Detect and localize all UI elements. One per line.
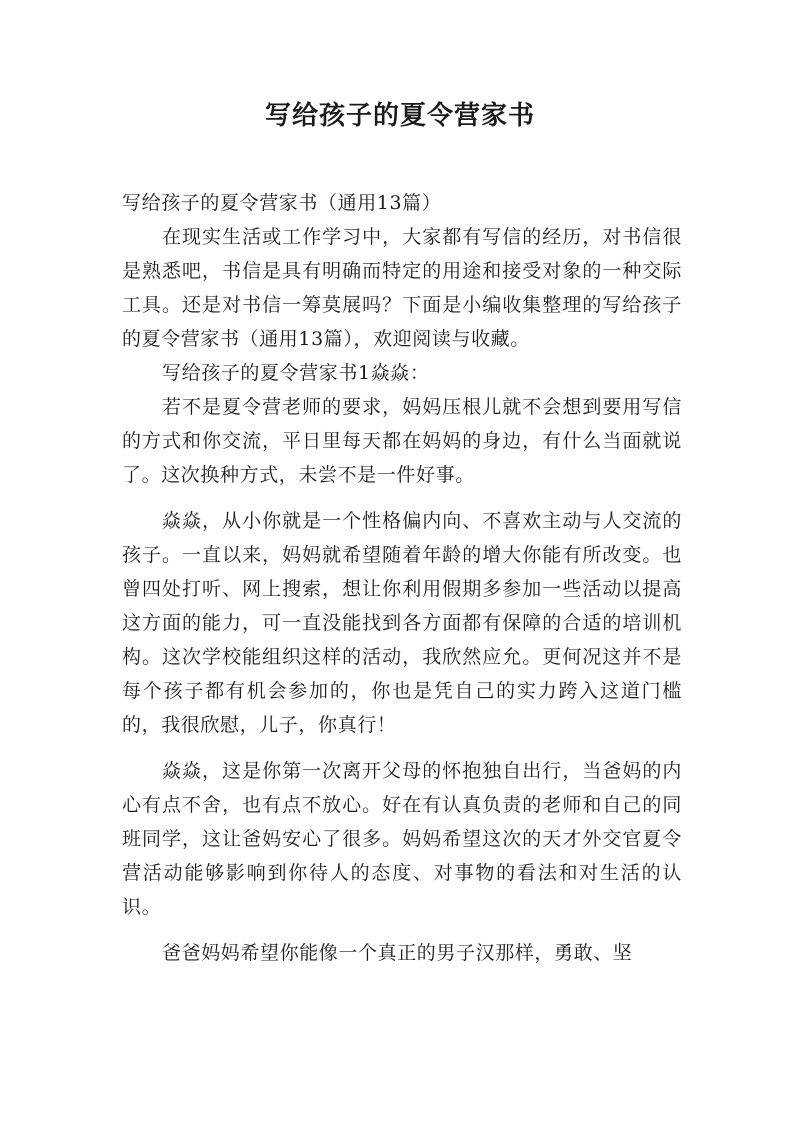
letter-paragraph: 若不是夏令营老师的要求，妈妈压根儿就不会想到要用写信的方式和你交流，平日里每天都在妈妈的身边，有什么当面就说了。这次换种方式，未尝不是一件好事。 (122, 396, 682, 486)
letter-paragraph: 爸爸妈妈希望你能像一个真正的男子汉那样，勇敢、坚 (162, 942, 633, 964)
document-body (122, 186, 682, 970)
letter-paragraph: 焱焱，这是你第一次离开父母的怀抱独自出行，当爸妈的内心有点不舍，也有点不放心。好在有认真负责的老师和自己的同班同学，这让爸妈安心了很多。妈妈希望这次的天才外交官夏令营活动能够影响到你待人的态度、对事物的看法和对生活的认识。 (122, 760, 682, 918)
intro-paragraph: 在现实生活或工作学习中，大家都有写信的经历，对书信很是熟悉吧，书信是具有明确而特定的用途和接受对象的一种交际工具。还是对书信一筹莫展吗？下面是小编收集整理的写给孩子的夏令营家书（通用13篇），欢迎阅读与收藏。 (122, 226, 682, 350)
document-title: 写给孩子的夏令营家书 (264, 101, 535, 131)
letter-heading: 写给孩子的夏令营家书1焱焱： (162, 362, 430, 384)
document-subtitle: 写给孩子的夏令营家书（通用13篇） (122, 192, 442, 214)
letter-paragraph: 焱焱，从小你就是一个性格偏内向、不喜欢主动与人交流的孩子。一直以来，妈妈就希望随着年龄的增大你能有所改变。也曾四处打听、网上搜索，想让你利用假期多参加一些活动以提高这方面的能力，可一直没能找到各方面都有保障的合适的培训机构。这次学校能组织这样的活动，我欣然应允。更何况这并不是每个孩子都有机会参加的，你也是凭自己的实力跨入这道门槛的，我很欣慰，儿子，你真行！ (122, 510, 682, 736)
